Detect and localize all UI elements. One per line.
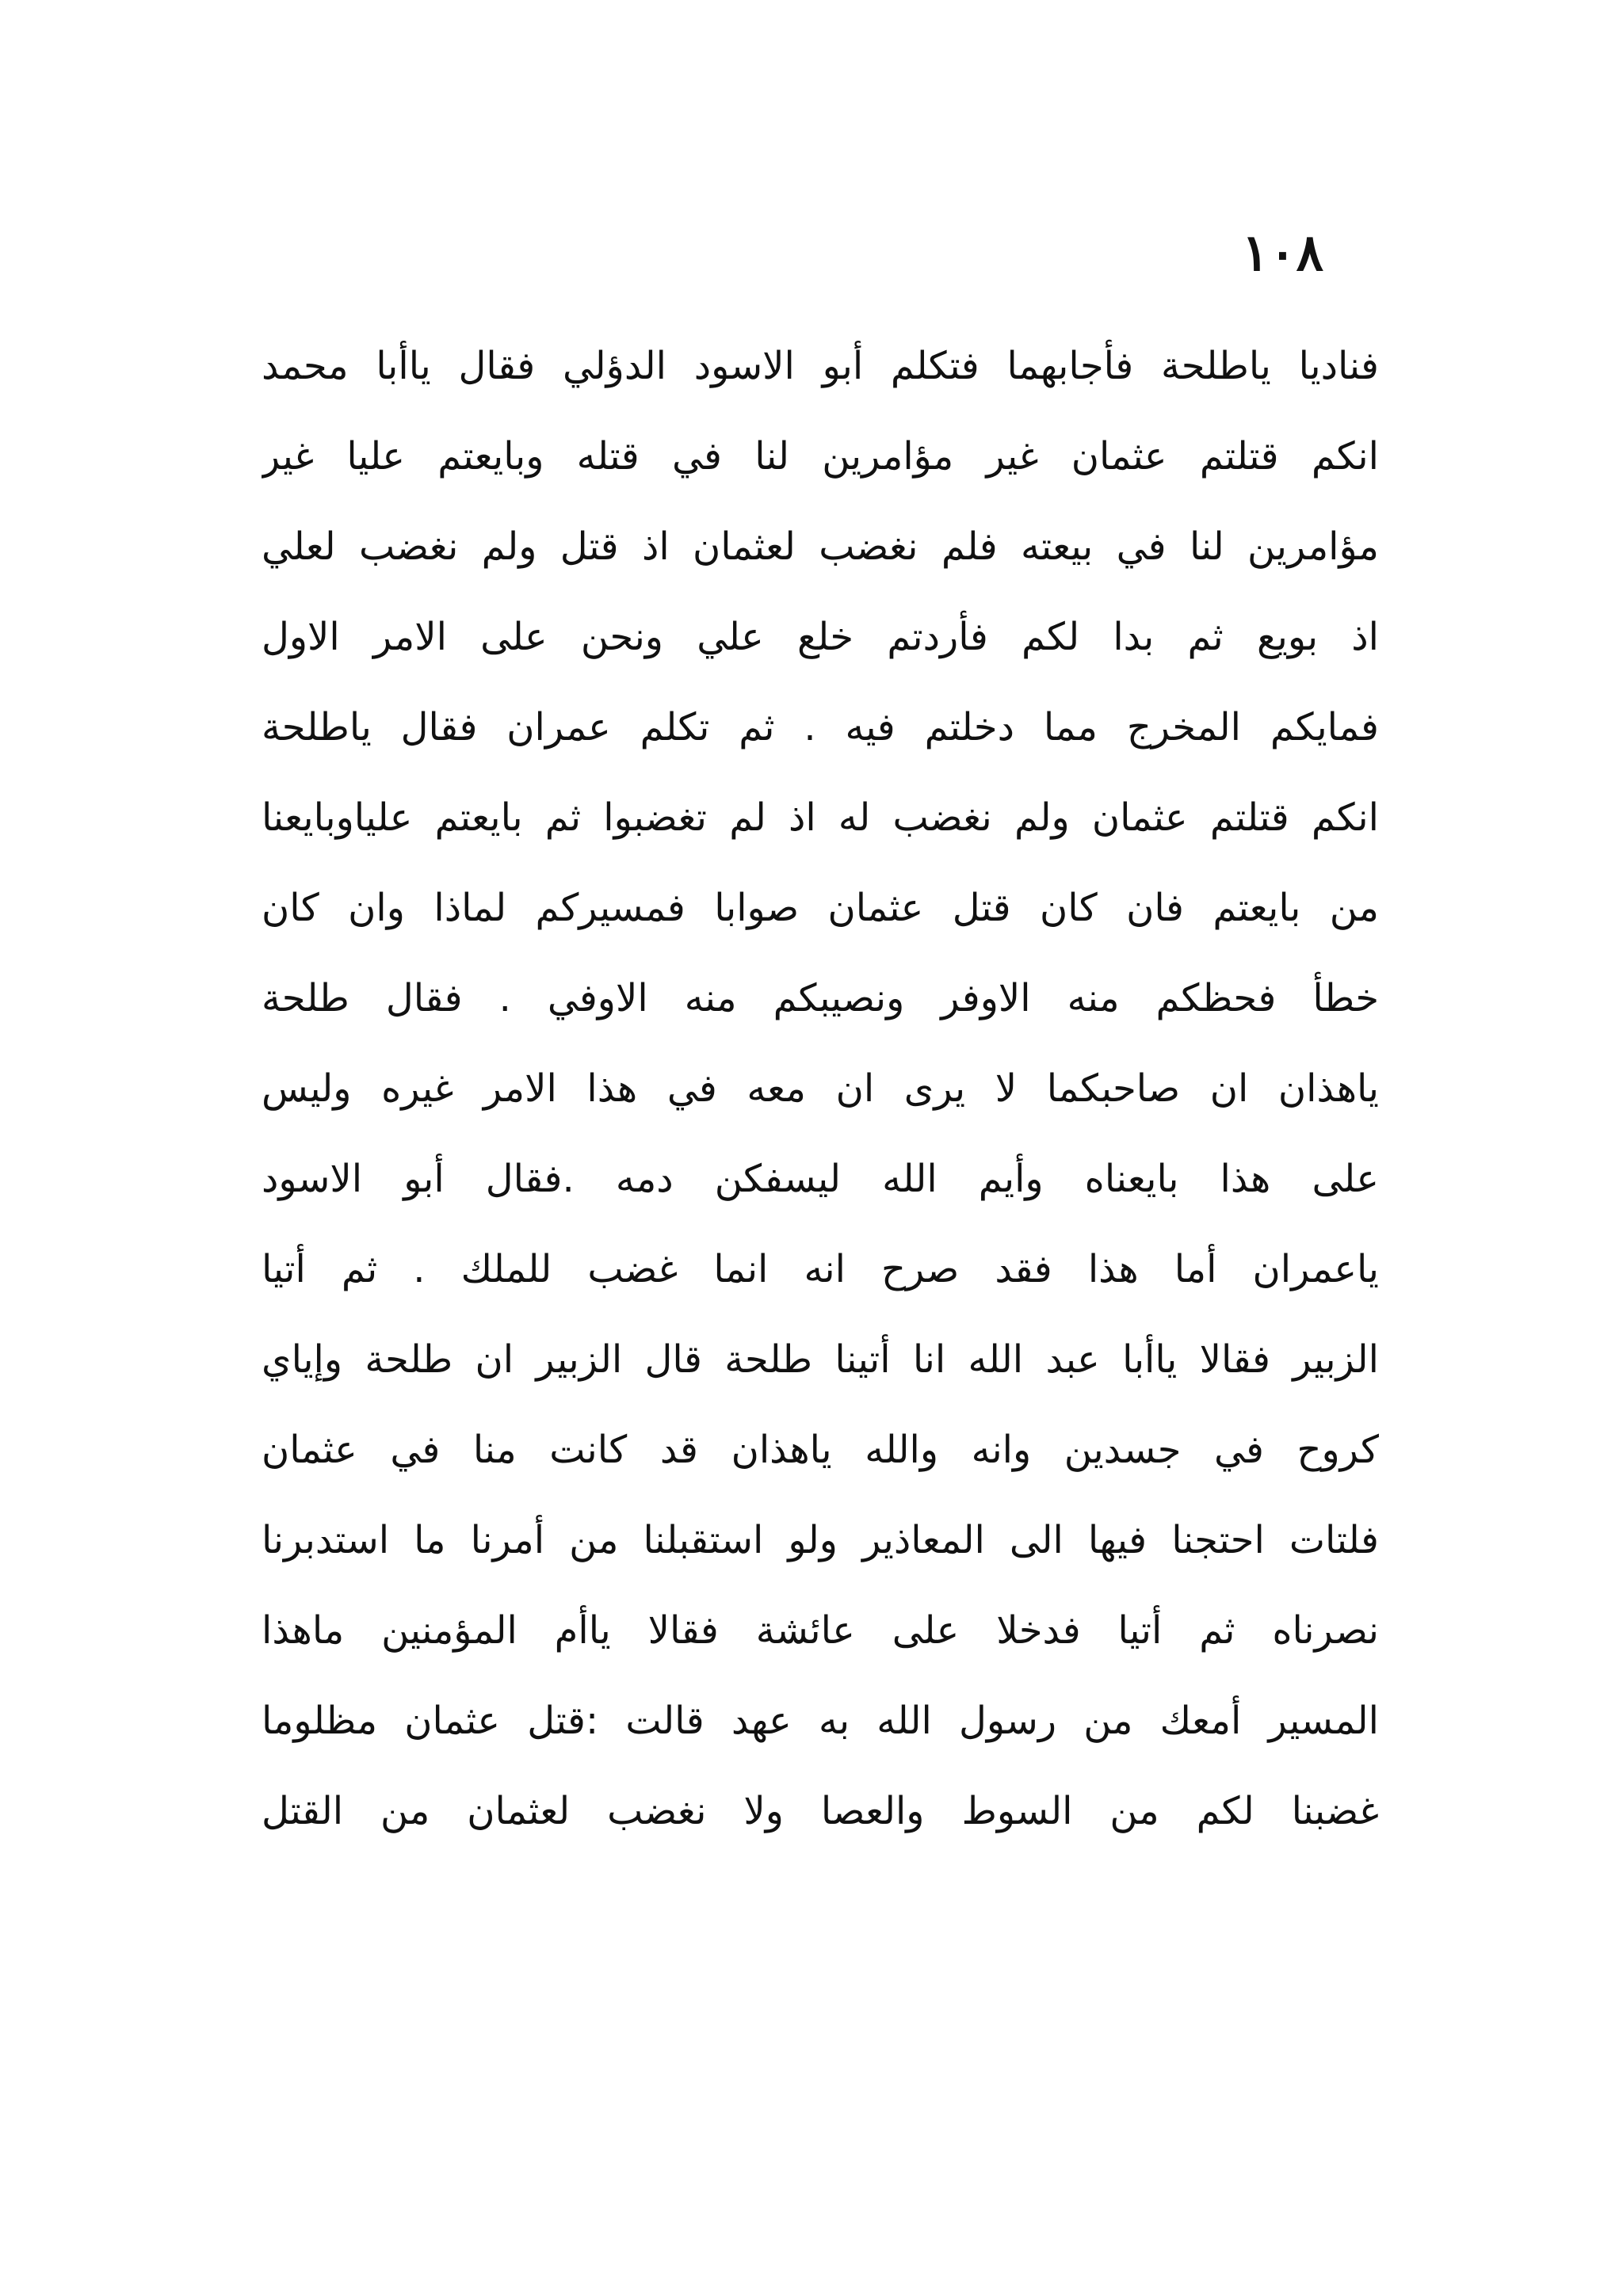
text-line: ياعمران أما هذا فقد صرح انه انما غضب للملك . ثم أتيا bbox=[262, 1247, 1379, 1291]
text-line: كروح في جسدين وانه والله ياهذان قد كانت منا في عثمان bbox=[262, 1428, 1379, 1472]
text-line: فناديا ياطلحة فأجابهما فتكلم أبو الاسود الدؤلي فقال ياأبا محمد bbox=[262, 344, 1379, 388]
body-text bbox=[262, 321, 1379, 1856]
text-line: غضبنا لكم من السوط والعصا ولا نغضب لعثمان من القتل bbox=[262, 1789, 1379, 1833]
text-line: فلتات احتجنا فيها الى المعاذير ولو استقبلنا من أمرنا ما استدبرنا bbox=[262, 1518, 1379, 1562]
text-line: فمايكم المخرج مما دخلتم فيه . ثم تكلم عمران فقال ياطلحة bbox=[262, 705, 1379, 749]
text-line: على هذا بايعناه وأيم الله ليسفكن دمه .فقال أبو الاسود bbox=[262, 1157, 1379, 1201]
text-line: خطأ فحظكم منه الاوفر ونصيبكم منه الاوفي . فقال طلحة bbox=[262, 976, 1379, 1020]
text-line: مؤامرين لنا في بيعته فلم نغضب لعثمان اذ قتل ولم نغضب لعلي bbox=[262, 524, 1379, 569]
page-number: ١٠٨ bbox=[1241, 223, 1323, 283]
text-line: نصرناه ثم أتيا فدخلا على عائشة فقالا ياأم المؤمنين ماهذا bbox=[262, 1608, 1379, 1653]
text-line: المسير أمعك من رسول الله به عهد قالت :قتل عثمان مظلوما bbox=[262, 1699, 1379, 1743]
text-line: ياهذان ان صاحبكما لا يرى ان معه في هذا الامر غيره وليس bbox=[262, 1066, 1379, 1111]
text-line: من بايعتم فان كان قتل عثمان صوابا فمسيركم لماذا وان كان bbox=[262, 886, 1379, 930]
text-line: انكم قتلتم عثمان ولم نغضب له اذ لم تغضبوا ثم بايعتم علياوبايعنا bbox=[262, 795, 1379, 840]
text-line: انكم قتلتم عثمان غير مؤامرين لنا في قتله وبايعتم عليا غير bbox=[262, 434, 1379, 479]
text-line: الزبير فقالا ياأبا عبد الله انا أتينا طلحة قال الزبير ان طلحة وإياي bbox=[262, 1337, 1379, 1382]
text-line: اذ بويع ثم بدا لكم فأردتم خلع علي ونحن على الامر الاول bbox=[262, 615, 1379, 659]
